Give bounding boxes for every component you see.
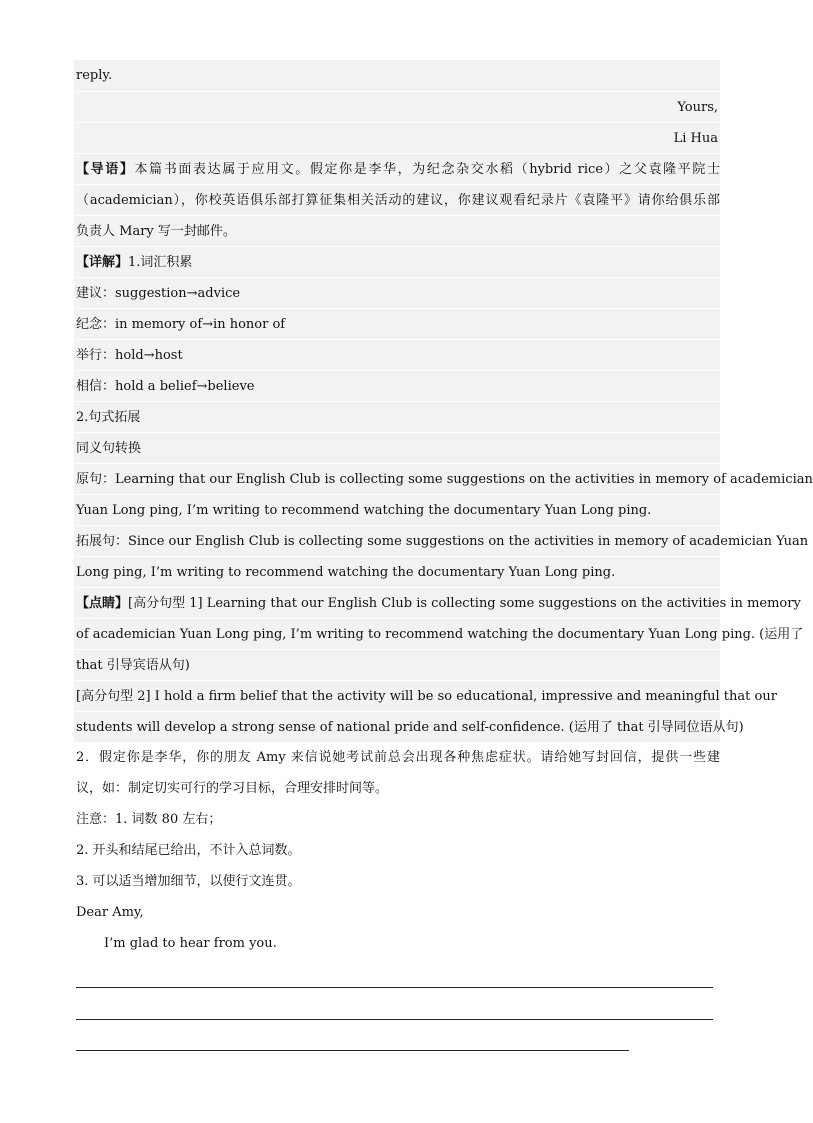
- highlight-label: 【点睛】: [76, 596, 129, 611]
- detail-line: [74, 246, 720, 277]
- synonym-title: 同义句转换: [74, 432, 720, 463]
- highlight-text-4: [高分句型 2] I hold a firm belief that the activity will be so educational, impressive and meaningful that our: [74, 680, 720, 711]
- answer-line[interactable]: [76, 1019, 713, 1020]
- sentence-section-title: 2.句式拓展: [74, 401, 720, 432]
- vocab-item: 建议：suggestion→advice: [74, 277, 720, 308]
- highlight-text-5: students will develop a strong sense of national pride and self-confidence. (运用了 that 引导同位语从句): [74, 711, 720, 742]
- guide-label: 【导语】: [76, 162, 135, 177]
- guide-line-1: [74, 153, 720, 184]
- highlight-text-1: [高分句型 1] Learning that our English Club is collecting some suggestions on the activities in memory: [128, 596, 801, 611]
- guide-text-3: 负责人 Mary 写一封邮件。: [74, 215, 720, 246]
- question-prompt-2: 议，如：制定切实可行的学习目标，合理安排时间等。: [76, 781, 389, 796]
- detail-title: 1.词汇积累: [128, 255, 193, 270]
- note-2: 2. 开头和结尾已给出，不计入总词数。: [76, 843, 301, 858]
- vocab-item: 纪念：in memory of→in honor of: [74, 308, 720, 339]
- answer-line[interactable]: [76, 1050, 629, 1051]
- original-sentence-1: 原句：Learning that our English Club is collecting some suggestions on the activities in memory of academician: [74, 463, 720, 494]
- detail-label: 【详解】: [76, 255, 129, 270]
- answer-line[interactable]: [76, 987, 713, 988]
- expanded-sentence-2: Long ping, I’m writing to recommend watching the documentary Yuan Long ping.: [74, 556, 720, 587]
- note-1: 注意：1. 词数 80 左右；: [76, 812, 222, 827]
- salutation: Dear Amy,: [76, 905, 144, 920]
- highlight-line-1: [74, 587, 801, 618]
- expanded-sentence-1: 拓展句：Since our English Club is collecting some suggestions on the activities in memory of academician Yuan: [74, 525, 720, 556]
- note-3: 3. 可以适当增加细节，以使行文连贯。: [76, 874, 301, 889]
- vocab-item: 相信：hold a belief→believe: [74, 370, 720, 401]
- guide-text-2: （academician），你校英语俱乐部打算征集相关活动的建议，你建议观看纪录片《袁隆平》请你给俱乐部: [74, 184, 720, 215]
- reply-end-text: reply.: [74, 60, 720, 91]
- highlight-text-3: that 引导宾语从句): [74, 649, 720, 680]
- opening-sentence: I’m glad to hear from you.: [104, 936, 277, 951]
- original-sentence-2: Yuan Long ping, I’m writing to recommend watching the documentary Yuan Long ping.: [74, 494, 720, 525]
- signature-text: Li Hua: [74, 122, 720, 153]
- guide-text-1: 本篇书面表达属于应用文。假定你是李华，为纪念杂交水稻（hybrid rice）之父袁隆平院士: [134, 162, 720, 177]
- question-prompt-1: 2．假定你是李华，你的朋友 Amy 来信说她考试前总会出现各种焦虑症状。请给她写封回信，提供一些建: [76, 750, 720, 765]
- vocab-item: 举行：hold→host: [74, 339, 720, 370]
- closing-text: Yours,: [74, 91, 720, 122]
- highlight-text-2: of academician Yuan Long ping, I’m writing to recommend watching the documentary Yuan Long ping. (运用了: [74, 618, 720, 649]
- document-page: [74, 60, 813, 959]
